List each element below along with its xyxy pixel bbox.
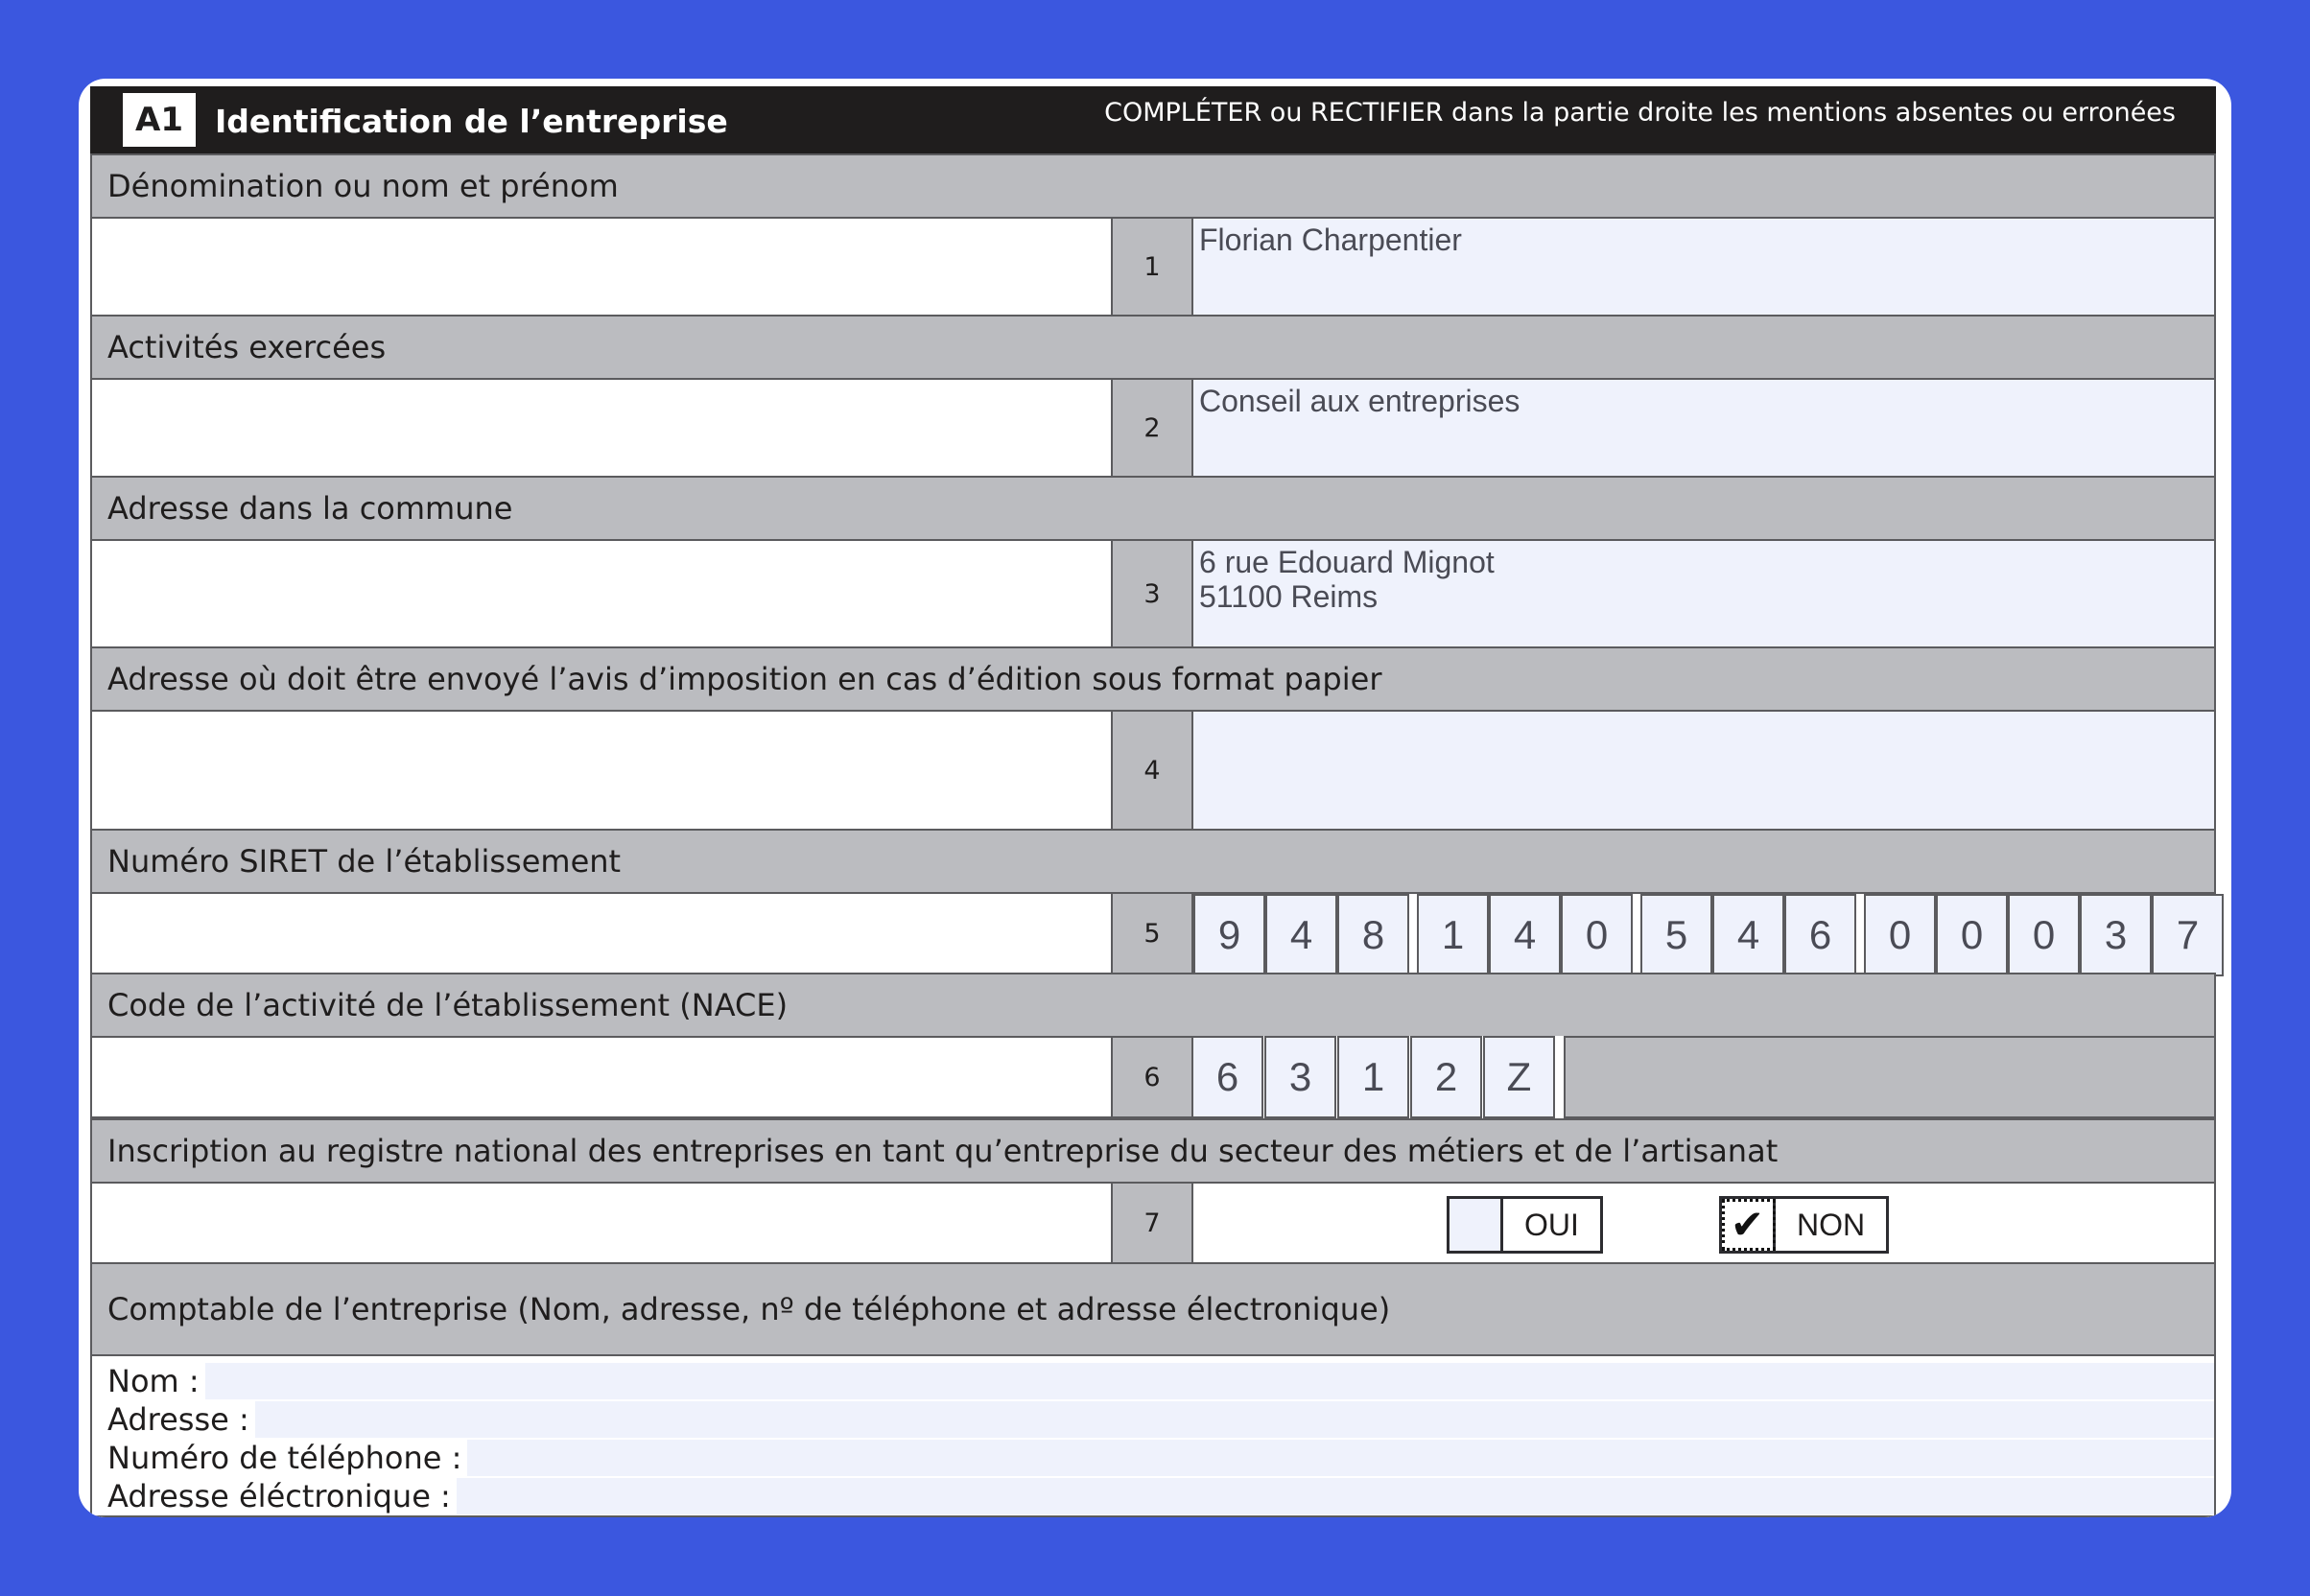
comptable-nom-field[interactable] (205, 1363, 2214, 1399)
non-label: NON (1797, 1208, 1866, 1242)
denomination-field[interactable]: Florian Charpentier (1191, 217, 2216, 317)
siret-digit-box[interactable]: 0 (1561, 894, 1633, 976)
nace-field (1191, 1036, 1566, 1118)
field-number-1: 1 (1111, 217, 1193, 317)
siret-digit-box[interactable]: 9 (1193, 894, 1265, 976)
siret-digit-box[interactable]: 4 (1265, 894, 1337, 976)
nace-empty-fill (1564, 1036, 2216, 1118)
siret-label: Numéro SIRET de l’établissement (90, 829, 2216, 894)
oui-checkbox[interactable] (1447, 1196, 1603, 1254)
field-number-2: 2 (1111, 378, 1193, 478)
adresse-avis-label: Adresse où doit être envoyé l’avis d’imposition en cas d’édition sous format papier (90, 646, 2216, 712)
siret-digit-box[interactable]: 0 (2008, 894, 2080, 976)
adresse-line-2: 51100 Reims (1199, 579, 1379, 614)
comptable-email-row (92, 1477, 2214, 1515)
non-checkbox[interactable] (1719, 1196, 1889, 1254)
adresse-field[interactable] (1191, 539, 2216, 648)
nace-char-box[interactable]: 6 (1191, 1036, 1263, 1118)
field-number-7: 7 (1111, 1182, 1193, 1264)
nace-char-box[interactable]: 1 (1337, 1036, 1409, 1118)
adresse-label: Adresse dans la commune (90, 476, 2216, 541)
identification-form (90, 86, 2216, 1517)
activites-left-cell (90, 378, 1113, 478)
nace-char-box[interactable]: Z (1483, 1036, 1555, 1118)
comptable-label: Comptable de l’entreprise (Nom, adresse, nº de téléphone et adresse électronique) (90, 1262, 2216, 1356)
field-number-5: 5 (1111, 892, 1193, 974)
adresse-avis-field[interactable] (1191, 710, 2216, 831)
non-checkbox-box[interactable]: ✔ (1722, 1199, 1776, 1251)
siret-digit-box[interactable]: 6 (1784, 894, 1856, 976)
oui-checkbox-box[interactable] (1450, 1199, 1503, 1251)
siret-digit-box[interactable]: 7 (2152, 894, 2224, 976)
siret-digit-box[interactable]: 8 (1337, 894, 1409, 976)
field-number-3: 3 (1111, 539, 1193, 648)
comptable-adresse-row (92, 1400, 2214, 1439)
siret-field (1191, 892, 2216, 974)
siret-digit-box[interactable]: 4 (1712, 894, 1784, 976)
comptable-adresse-field[interactable] (255, 1401, 2214, 1438)
siret-digit-box[interactable]: 4 (1489, 894, 1561, 976)
adresse-left-cell (90, 539, 1113, 648)
nace-char-box[interactable]: 2 (1410, 1036, 1482, 1118)
oui-label: OUI (1524, 1208, 1579, 1242)
siret-digit-box[interactable]: 1 (1417, 894, 1489, 976)
section-code: A1 (123, 93, 196, 147)
field-number-6: 6 (1111, 1036, 1193, 1118)
comptable-nom-label: Nom : (92, 1363, 200, 1399)
nace-label: Code de l’activité de l’établissement (NACE) (90, 973, 2216, 1038)
denomination-label: Dénomination ou nom et prénom (90, 153, 2216, 219)
registre-left-cell (90, 1182, 1113, 1264)
activites-label: Activités exercées (90, 315, 2216, 380)
comptable-nom-row (92, 1362, 2214, 1400)
form-card (79, 79, 2231, 1517)
adresse-avis-left-cell (90, 710, 1113, 831)
section-instruction: COMPLÉTER ou RECTIFIER dans la partie droite les mentions absentes ou erronées (1104, 98, 2176, 128)
siret-digit-box[interactable]: 0 (1864, 894, 1936, 976)
siret-digit-box[interactable]: 3 (2080, 894, 2152, 976)
comptable-tel-row (92, 1439, 2214, 1477)
comptable-adresse-label: Adresse : (92, 1401, 249, 1438)
comptable-email-label: Adresse éléctronique : (92, 1478, 451, 1514)
registre-field (1191, 1182, 2216, 1264)
comptable-tel-label: Numéro de téléphone : (92, 1440, 461, 1476)
siret-left-cell (90, 892, 1113, 974)
field-number-4: 4 (1111, 710, 1193, 831)
nace-left-cell (90, 1036, 1113, 1118)
comptable-email-field[interactable] (457, 1478, 2214, 1514)
section-header (90, 86, 2216, 153)
nace-char-box[interactable]: 3 (1264, 1036, 1336, 1118)
siret-digit-box[interactable]: 0 (1936, 894, 2008, 976)
section-title: Identification de l’entreprise (215, 103, 728, 140)
denomination-left-cell (90, 217, 1113, 317)
registre-label: Inscription au registre national des entreprises en tant qu’entreprise du secteur des métiers et de l’artisanat (90, 1118, 2216, 1184)
activites-field[interactable]: Conseil aux entreprises (1191, 378, 2216, 478)
siret-digit-box[interactable]: 5 (1640, 894, 1712, 976)
adresse-line-1: 6 rue Edouard Mignot (1199, 545, 1495, 579)
comptable-block (90, 1354, 2216, 1517)
comptable-tel-field[interactable] (467, 1440, 2214, 1476)
